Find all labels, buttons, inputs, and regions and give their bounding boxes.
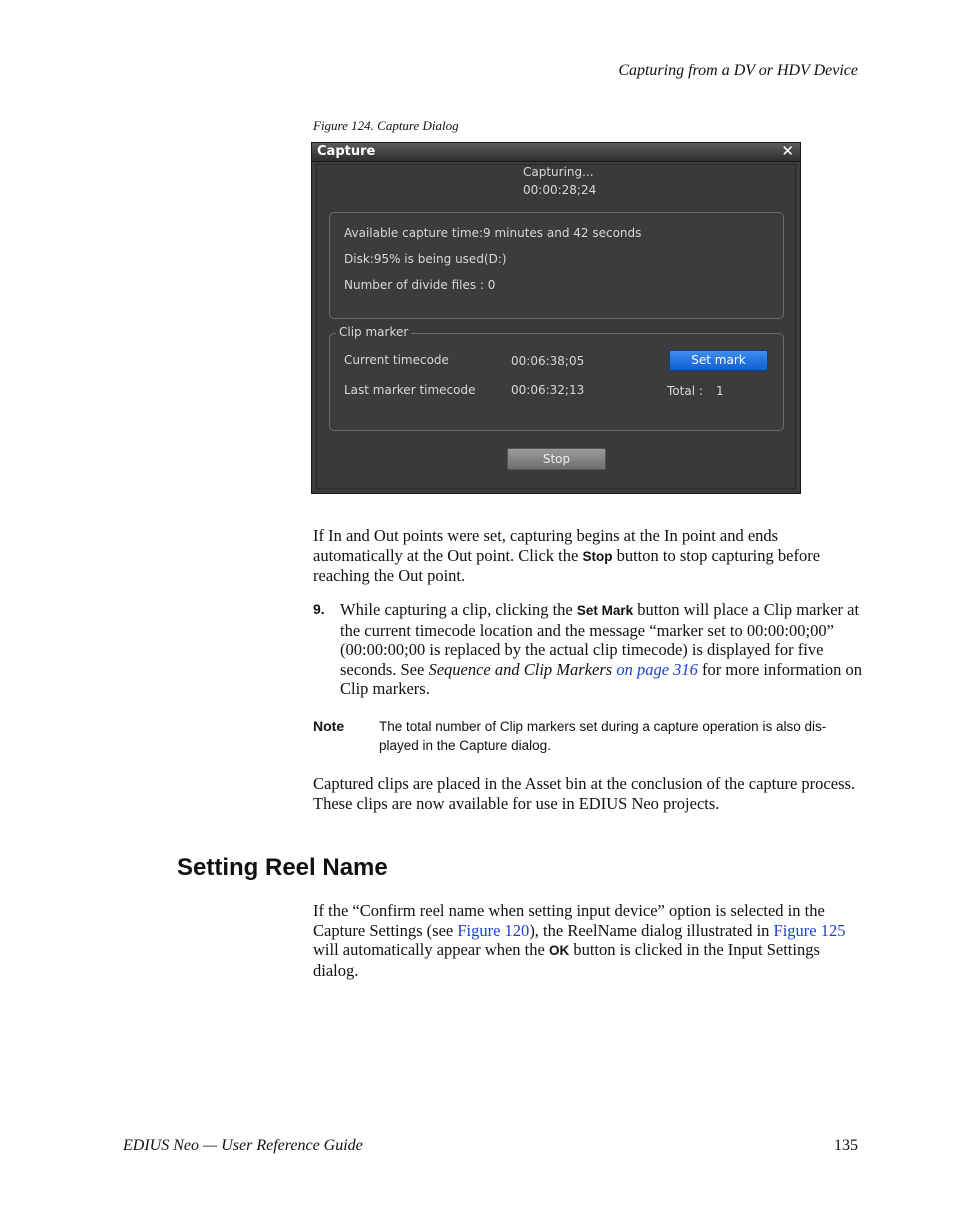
- text-run: for more information on Clip markers.: [340, 659, 862, 699]
- dialog-titlebar: [312, 143, 800, 162]
- disk-usage: Disk:95% is being used(D:): [344, 252, 507, 266]
- step-number: 9.: [313, 601, 325, 617]
- ui-term-ok: OK: [548, 943, 570, 959]
- divide-files-count: Number of divide files : 0: [344, 278, 496, 292]
- text-run: will automatically appear when the: [313, 940, 549, 960]
- dialog-title: Capture: [317, 144, 376, 159]
- last-marker-timecode-value: 00:06:32;13: [511, 383, 585, 397]
- clip-marker-group: [329, 325, 784, 431]
- close-icon[interactable]: ✕: [781, 142, 794, 160]
- available-capture-time: Available capture time:9 minutes and 42 seconds: [344, 226, 642, 240]
- text-run: button will place a Clip marker at the current timecode location and the message “marker set to 00:00:00;00” (00:00:00;00 is replaced by the actual clip timecode) is displayed for five seconds. See: [340, 600, 860, 679]
- figure-caption: Figure 124. Capture Dialog: [313, 118, 459, 133]
- capture-elapsed-timecode: 00:00:28;24: [523, 183, 597, 197]
- total-label: Total :: [667, 384, 703, 398]
- capture-status: Capturing...: [523, 165, 594, 179]
- capture-dialog: [311, 142, 801, 494]
- total-value: 1: [716, 384, 724, 398]
- text-run: If In and Out points were set, capturing begins at the In point and ends automatically at the Out point. Click the: [313, 526, 779, 565]
- paragraph-captured-clips: Captured clips are placed in the Asset bin at the conclusion of the capture process. These clips are now available for use in EDIUS Neo projects.: [313, 774, 856, 813]
- footer-guide-title: EDIUS Neo — User Reference Guide: [123, 1137, 363, 1154]
- running-header: Capturing from a DV or HDV Device: [618, 62, 858, 79]
- text-run: ), the ReelName dialog illustrated in: [529, 920, 774, 940]
- section-heading: Setting Reel Name: [177, 854, 388, 881]
- text-run: button is clicked in the Input Settings dialog.: [313, 940, 820, 980]
- figure-120-link[interactable]: Figure 120: [457, 920, 530, 940]
- dialog-body: [316, 164, 796, 489]
- clip-marker-legend: Clip marker: [336, 325, 411, 339]
- capture-info-panel: [329, 212, 784, 319]
- ui-term-stop: Stop: [582, 548, 613, 564]
- paragraph-in-out-points: [313, 526, 861, 586]
- current-timecode-label: Current timecode: [344, 353, 449, 367]
- set-mark-button[interactable]: Set mark: [669, 350, 768, 371]
- text-run: While capturing a clip, clicking the: [340, 600, 577, 619]
- last-marker-timecode-label: Last marker timecode: [344, 383, 476, 397]
- text-run: button to stop capturing before reaching the Out point.: [313, 545, 821, 586]
- cross-reference-title: Sequence and Clip Markers: [428, 659, 613, 679]
- current-timecode-value: 00:06:38;05: [511, 354, 585, 368]
- step-9-text: [340, 600, 862, 699]
- ui-term-set-mark: Set Mark: [576, 603, 634, 618]
- note-label: Note: [313, 718, 345, 734]
- page-link[interactable]: on page 316: [616, 659, 698, 679]
- paragraph-reel-name: [313, 901, 861, 980]
- page-number: 135: [834, 1137, 858, 1154]
- stop-button[interactable]: Stop: [507, 448, 606, 470]
- text-run: If the “Confirm reel name when setting input device” option is selected in the Capture Settings (see: [313, 901, 825, 940]
- note-text: The total number of Clip markers set during a capture operation is also dis-played in the Capture dialog.: [379, 719, 827, 753]
- figure-125-link[interactable]: Figure 125: [773, 920, 846, 940]
